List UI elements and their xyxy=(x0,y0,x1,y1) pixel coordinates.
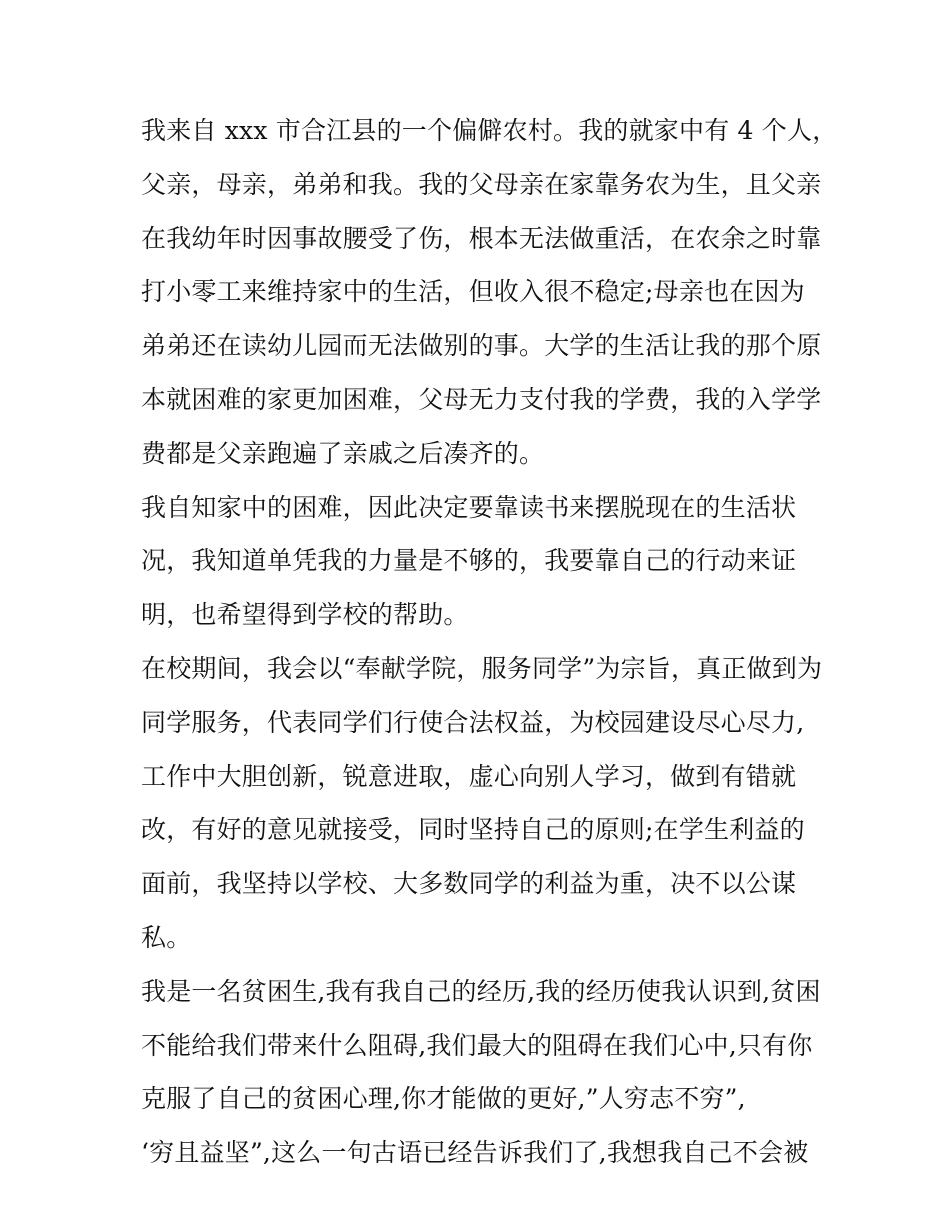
text-line: 不能给我们带来什么阻碍,我们最大的阻碍在我们心中,只有你 xyxy=(141,1030,813,1060)
document-body xyxy=(141,104,838,1180)
text-line: 同学服务，代表同学们行使合法权益，为校园建设尽心尽力, xyxy=(141,707,805,737)
text-line: 费都是父亲跑遍了亲戚之后凑齐的。 xyxy=(141,438,545,468)
text-line: ‘穷且益坚”,这么一句古语已经告诉我们了,我想我自己不会被 xyxy=(141,1138,809,1168)
text-line: 父亲，母亲，弟弟和我。我的父母亲在家靠务农为生，且父亲 xyxy=(141,169,822,199)
text-line: 我是一名贫困生,我有我自己的经历,我的经历使我认识到,贫困 xyxy=(141,976,821,1006)
text-line: 工作中大胆创新，锐意进取，虚心向别人学习，做到有错就 xyxy=(141,761,797,791)
text-line: 我自知家中的困难，因此决定要靠读书来摆脱现在的生活状 xyxy=(141,492,797,522)
text-line: 明，也希望得到学校的帮助。 xyxy=(141,600,469,630)
text-line: 本就困难的家更加困难，父母无力支付我的学费，我的入学学 xyxy=(141,384,822,414)
text-line: 我来自 xxx 市合江县的一个偏僻农村。我的就家中有 4 个人， xyxy=(141,116,838,145)
text-line: 私。 xyxy=(141,922,192,952)
text-line: 在校期间，我会以“奉献学院，服务同学”为宗旨，真正做到为 xyxy=(141,653,823,683)
text-line: 改，有好的意见就接受，同时坚持自己的原则;在学生利益的 xyxy=(141,815,805,845)
text-line: 克服了自己的贫困心理,你才能做的更好,”人穷志不穷”, xyxy=(141,1084,746,1114)
text-line: 弟弟还在读幼儿园而无法做别的事。大学的生活让我的那个原 xyxy=(141,331,822,361)
text-line: 况，我知道单凭我的力量是不够的，我要靠自己的行动来证 xyxy=(141,546,797,576)
text-line: 打小零工来维持家中的生活，但收入很不稳定;母亲也在因为 xyxy=(141,277,805,307)
text-line: 面前，我坚持以学校、大多数同学的利益为重，决不以公谋 xyxy=(141,869,797,899)
text-line: 在我幼年时因事故腰受了伤，根本无法做重活，在农余之时靠 xyxy=(141,223,822,253)
